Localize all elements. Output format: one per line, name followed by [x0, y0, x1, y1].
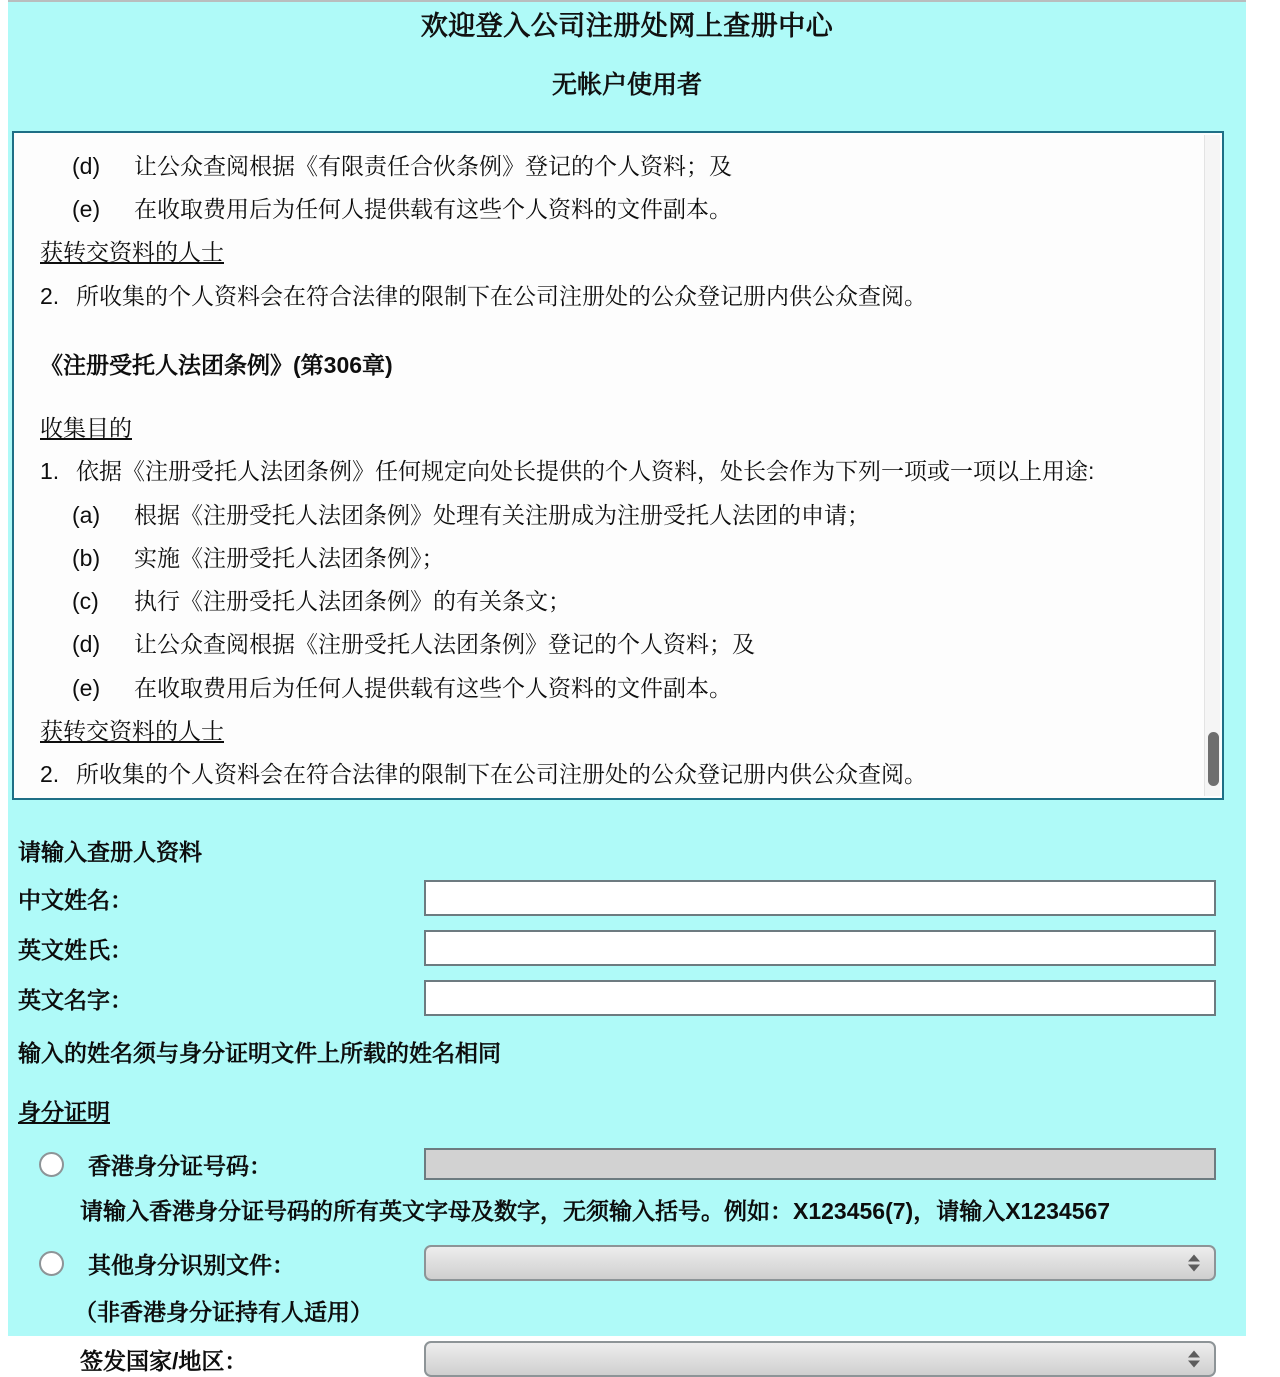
- label-chinese-name: 中文姓名：: [18, 886, 133, 913]
- policy-subheading: [20, 407, 1178, 450]
- policy-item: [20, 494, 1178, 537]
- policy-panel-frame[interactable]: [12, 131, 1224, 800]
- item-text: 实施《注册受托人法团条例》；: [134, 544, 445, 571]
- hkid-format-hint: 请输入香港身分证号码的所有英文字母及数字，无须输入括号。例如：X123456(7)，请输入X1234567: [80, 1198, 1111, 1224]
- item-marker: (d): [72, 153, 101, 179]
- field-row-english-surname: [12, 929, 1228, 967]
- page-title: 欢迎登入公司注册处网上查册中心: [420, 11, 834, 41]
- policy-subheading: [20, 710, 1178, 753]
- item-marker: (a): [72, 501, 101, 528]
- policy-subheading-text: 获转交资料的人士: [40, 717, 224, 744]
- radio-unchecked-icon[interactable]: [39, 1251, 64, 1276]
- item-text: 所收集的个人资料会在符合法律的限制下在公司注册处的公众登记册内供公众查阅。: [76, 761, 927, 788]
- policy-item: [20, 450, 1178, 493]
- english-surname-input[interactable]: [424, 930, 1216, 966]
- item-marker: (b): [72, 544, 101, 571]
- item-text: 让公众查阅根据《有限责任合伙条例》登记的个人资料；及: [134, 153, 732, 179]
- form-heading: 请输入查册人资料: [18, 839, 202, 865]
- english-given-name-input[interactable]: [424, 980, 1216, 1016]
- item-marker: (e): [72, 674, 101, 701]
- policy-item: [20, 667, 1178, 710]
- chinese-name-input[interactable]: [424, 880, 1216, 916]
- field-row-english-given-name: [12, 979, 1228, 1017]
- policy-subheading-text: 获转交资料的人士: [40, 239, 224, 266]
- item-text: 执行《注册受托人法团条例》的有关条文；: [134, 588, 571, 615]
- label-other-id: 其他身分识别文件：: [88, 1251, 295, 1278]
- item-marker: 1.: [40, 458, 60, 485]
- other-id-option-row[interactable]: [12, 1244, 1228, 1282]
- policy-item: [20, 188, 1178, 231]
- policy-item: [20, 537, 1178, 580]
- label-english-given-name: 英文名字：: [18, 986, 133, 1013]
- item-marker: 2.: [40, 761, 60, 788]
- item-text: 根据《注册受托人法团条例》处理有关注册成为注册受托人法团的申请；: [134, 501, 870, 528]
- other-id-sub-note: （非香港身分证持有人适用）: [74, 1299, 373, 1325]
- policy-text-content: [14, 133, 1184, 800]
- policy-item: [20, 580, 1178, 623]
- other-id-type-select[interactable]: [424, 1245, 1216, 1281]
- issuing-country-row: [12, 1341, 1228, 1377]
- policy-item: [20, 753, 1178, 796]
- name-match-note: 输入的姓名须与身分证明文件上所载的姓名相同: [18, 1040, 501, 1066]
- item-text: 所收集的个人资料会在符合法律的限制下在公司注册处的公众登记册内供公众查阅。: [76, 282, 927, 309]
- ordinance-heading-text: 《注册受托人法团条例》(第306章): [40, 351, 393, 378]
- scrollbar-thumb-icon[interactable]: [1208, 732, 1219, 786]
- identity-section-title: 身分证明: [18, 1099, 110, 1125]
- field-row-chinese-name: [12, 879, 1228, 917]
- item-text: 在收取费用后为任何人提供载有这些个人资料的文件副本。: [134, 674, 732, 701]
- ordinance-heading: [20, 344, 1178, 387]
- searcher-form: [12, 812, 1228, 1377]
- label-issuing-country: 签发国家/地区：: [80, 1347, 248, 1374]
- item-text: 在收取费用后为任何人提供载有这些个人资料的文件副本。: [134, 196, 732, 223]
- updown-arrows-icon: [1188, 1255, 1200, 1272]
- radio-unchecked-icon[interactable]: [39, 1152, 64, 1177]
- updown-arrows-icon: [1188, 1351, 1200, 1368]
- item-marker: 2.: [40, 282, 60, 309]
- item-text: 让公众查阅根据《注册受托人法团条例》登记的个人资料；及: [134, 631, 755, 658]
- label-english-surname: 英文姓氏：: [18, 936, 133, 963]
- policy-panel[interactable]: [12, 131, 1224, 800]
- page-subtitle: 无帐户使用者: [551, 71, 702, 100]
- issuing-country-select[interactable]: [424, 1341, 1216, 1377]
- policy-scrollbar-track[interactable]: [1204, 135, 1220, 796]
- policy-subheading-text: 收集目的: [40, 415, 132, 442]
- policy-subheading: [20, 231, 1178, 274]
- hkid-option-row[interactable]: [12, 1145, 1228, 1183]
- label-hkid: 香港身分证号码：: [88, 1152, 272, 1179]
- policy-item: [20, 623, 1178, 666]
- item-marker: (c): [72, 588, 99, 615]
- hkid-input-disabled: [424, 1148, 1216, 1180]
- policy-item: [20, 275, 1178, 318]
- item-marker: (d): [72, 631, 101, 658]
- item-text: 依据《注册受托人法团条例》任何规定向处长提供的个人资料，处长会作为下列一项或一项以上用途:: [76, 458, 1095, 485]
- policy-item: [20, 145, 1178, 188]
- item-marker: (e): [72, 196, 101, 223]
